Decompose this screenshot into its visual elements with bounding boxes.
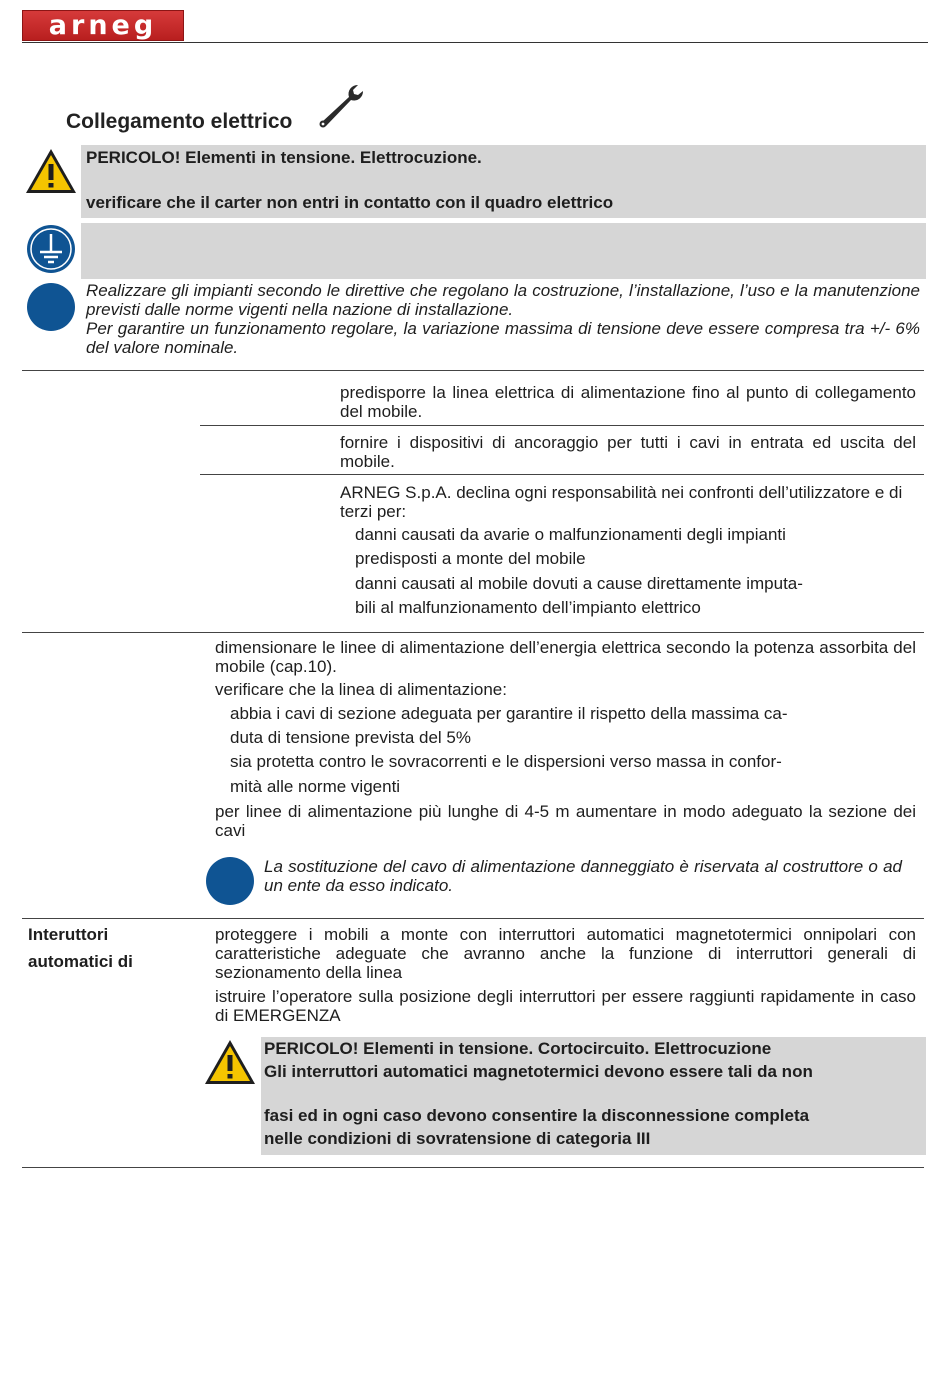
divider bbox=[22, 632, 924, 633]
paragraph: istruire l’operatore sulla posizione degli interruttori per essere raggiunti rapidamente in caso di EMERGENZA bbox=[215, 987, 916, 1025]
info-paragraph-2: Per garantire un funzionamento regolare, la variazione massima di tensione deve essere compresa tra +/- 6% del valore nominale. bbox=[86, 319, 920, 357]
info-icon bbox=[206, 857, 254, 905]
warning-text: fasi ed in ogni caso devono consentire la disconnessione completa bbox=[264, 1106, 810, 1125]
bullet-line: sia protetta contro le sovracorrenti e le dispersioni verso massa in confor- bbox=[230, 752, 782, 771]
divider bbox=[200, 425, 924, 426]
divider bbox=[22, 1167, 924, 1168]
side-label-line: automatici di bbox=[28, 952, 133, 971]
warning-text: Gli interruttori automatici magnetotermici devono essere tali da non bbox=[264, 1062, 813, 1081]
info-paragraph-1: Realizzare gli impianti secondo le direttive che regolano la costruzione, l’installazione, l’uso e la manutenzione previsti dalle norme vigenti nella nazione di installazione. bbox=[86, 281, 920, 319]
bullet-line: duta di tensione prevista del 5% bbox=[230, 728, 471, 747]
warning-box bbox=[81, 145, 926, 218]
warning-triangle-icon bbox=[203, 1038, 257, 1086]
warning-triangle-icon bbox=[24, 147, 78, 195]
bullet-line: bili al malfunzionamento dell’impianto elettrico bbox=[355, 598, 701, 617]
bullet-line: abbia i cavi di sezione adeguata per garantire il rispetto della massima ca- bbox=[230, 704, 788, 723]
paragraph: per linee di alimentazione più lunghe di 4-5 m aumentare in modo adeguato la sezione dei cavi bbox=[215, 802, 916, 840]
warning-title: PERICOLO! Elementi in tensione. Elettrocuzione. bbox=[86, 148, 482, 167]
header-rule bbox=[22, 42, 928, 43]
paragraph: verificare che la linea di alimentazione: bbox=[215, 680, 507, 699]
arneg-logo bbox=[22, 10, 184, 41]
ground-box bbox=[81, 223, 926, 279]
warning-text: verificare che il carter non entri in contatto con il quadro elettrico bbox=[86, 193, 614, 212]
bullet-line: danni causati da avarie o malfunzionamenti degli impianti bbox=[355, 525, 786, 544]
divider bbox=[200, 474, 924, 475]
ground-icon bbox=[26, 224, 76, 274]
divider bbox=[22, 370, 924, 371]
paragraph: dimensionare le linee di alimentazione dell’energia elettrica secondo la potenza assorbita del mobile (cap.10). bbox=[215, 638, 916, 676]
info-note: La sostituzione del cavo di alimentazione danneggiato è riservata al costruttore o ad un ente da esso indicato. bbox=[264, 857, 902, 895]
logo-text: arneg bbox=[48, 10, 158, 41]
divider bbox=[22, 918, 924, 919]
side-label-line: Interuttori bbox=[28, 925, 109, 944]
paragraph: proteggere i mobili a monte con interruttori automatici magnetotermici onnipolari con caratteristiche adeguate che avranno anche la funzione di interruttori generali di sezionamento della linea bbox=[215, 925, 916, 982]
warning-text: nelle condizioni di sovratensione di categoria III bbox=[264, 1129, 651, 1148]
side-label bbox=[28, 921, 133, 975]
bullet-line: predisposti a monte del mobile bbox=[355, 549, 586, 568]
section-title: Collegamento elettrico bbox=[66, 110, 293, 133]
warning-title: PERICOLO! Elementi in tensione. Cortocircuito. Elettrocuzione bbox=[264, 1039, 772, 1058]
info-icon bbox=[27, 283, 75, 331]
bullet-line: danni causati al mobile dovuti a cause direttamente imputa- bbox=[355, 574, 803, 593]
list-item: fornire i dispositivi di ancoraggio per tutti i cavi in entrata ed uscita del mobile. bbox=[340, 433, 916, 471]
list-item: predisporre la linea elettrica di alimentazione fino al punto di collegamento del mobile. bbox=[340, 383, 916, 421]
list-item: ARNEG S.p.A. declina ogni responsabilità nei confronti dell’utilizzatore e di terzi per: bbox=[340, 483, 903, 521]
wrench-icon bbox=[314, 82, 368, 134]
bullet-line: mità alle norme vigenti bbox=[230, 777, 401, 796]
warning-box bbox=[261, 1037, 926, 1155]
